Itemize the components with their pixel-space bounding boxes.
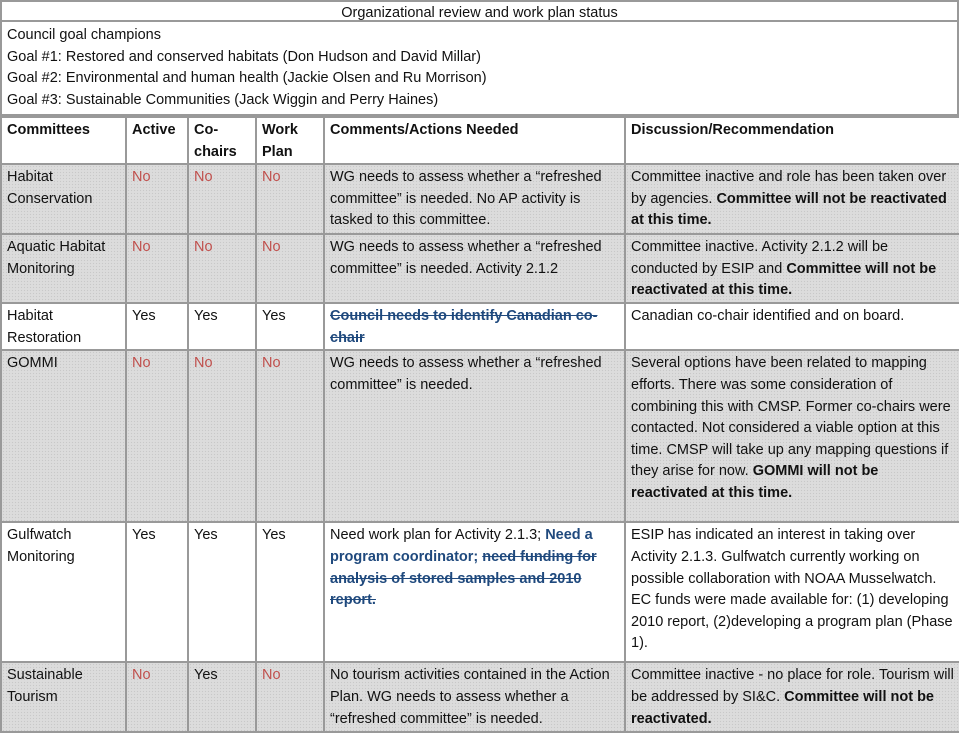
table-row <box>1 234 959 303</box>
comments-text-segment: Need work plan for Activity 2.1.3; <box>330 527 546 544</box>
cell-committee: Habitat Conservation <box>1 164 126 234</box>
cell-cochairs: No <box>188 234 256 303</box>
cell-workplan: No <box>256 234 324 303</box>
discussion-text-segment: Several options have been related to mapping efforts. There was some consideration of combining this with CMSP. Former co-chairs were contacted. Not considered a viable option at this time. CMSP will take up any mapping questions if they arise for now. <box>631 355 951 480</box>
header-row <box>1 117 959 164</box>
discussion-text-segment: Committee inactive - no place for role. Tourism will be addressed by SI&C. <box>631 667 954 705</box>
cell-active: No <box>126 164 188 234</box>
goal-2: Goal #2: Environmental and human health (Jackie Olsen and Ru Morrison) <box>7 70 487 87</box>
header-cochairs: Co-chairs <box>188 117 256 164</box>
header-work-plan: Work Plan <box>256 117 324 164</box>
comments-text-segment: WG needs to assess whether a “refreshed committee” is needed. No AP activity is tasked to this committee. <box>330 169 602 229</box>
cell-active: No <box>126 662 188 732</box>
header-discussion: Discussion/Recommendation <box>625 117 959 164</box>
discussion-text-segment: Canadian co-chair identified and on board. <box>631 308 905 325</box>
cell-workplan: No <box>256 662 324 732</box>
committee-status-table <box>0 116 959 733</box>
header-comments: Comments/Actions Needed <box>324 117 625 164</box>
cell-cochairs: Yes <box>188 303 256 350</box>
comments-text-segment: WG needs to assess whether a “refreshed committee” is needed. <box>330 355 602 393</box>
council-goal-champions <box>0 22 959 116</box>
cell-active: Yes <box>126 303 188 350</box>
cell-cochairs: Yes <box>188 522 256 662</box>
discussion-text-segment: Committee inactive and role has been taken over by agencies. <box>631 169 947 207</box>
comments-text-segment: WG needs to assess whether a “refreshed committee” is needed. Activity 2.1.2 <box>330 239 602 277</box>
document-title: Organizational review and work plan status <box>0 0 959 22</box>
cell-cochairs: Yes <box>188 662 256 732</box>
cell-cochairs: No <box>188 164 256 234</box>
cell-discussion <box>625 522 959 662</box>
table-row <box>1 303 959 350</box>
table-row <box>1 662 959 732</box>
cell-discussion <box>625 234 959 303</box>
table-row <box>1 522 959 662</box>
discussion-text-segment: ESIP has indicated an interest in taking over Activity 2.1.3. Gulfwatch currently working on possible collaboration with NOAA Musselwatch. EC funds were made available for: (1) developing 2010 report, (2)developing a program plan (Phase 1). <box>631 527 953 652</box>
comments-text-segment: No tourism activities contained in the Action Plan. WG needs to assess whether a “refreshed committee” is needed. <box>330 667 610 727</box>
cell-committee: Gulfwatch Monitoring <box>1 522 126 662</box>
cell-active: Yes <box>126 522 188 662</box>
goal-3: Goal #3: Sustainable Communities (Jack Wiggin and Perry Haines) <box>7 92 439 109</box>
header-active: Active <box>126 117 188 164</box>
cell-committee: GOMMI <box>1 350 126 522</box>
cell-active: No <box>126 234 188 303</box>
cell-discussion <box>625 350 959 522</box>
cell-discussion <box>625 303 959 350</box>
table-row <box>1 164 959 234</box>
cell-comments <box>324 234 625 303</box>
cell-workplan: Yes <box>256 303 324 350</box>
cell-workplan: No <box>256 350 324 522</box>
cell-committee: Habitat Restoration <box>1 303 126 350</box>
cell-discussion <box>625 164 959 234</box>
cell-workplan: Yes <box>256 522 324 662</box>
discussion-text-segment: GOMMI will not be reactivated at this time. <box>631 463 879 501</box>
discussion-text-segment: Committee will not be reactivated at this time. <box>631 190 947 229</box>
table-row <box>1 350 959 522</box>
discussion-text-segment: Committee will not be reactivated at this time. <box>631 260 937 299</box>
discussion-text-segment: Committee inactive. Activity 2.1.2 will be conducted by ESIP and <box>631 239 889 277</box>
cell-committee: Aquatic Habitat Monitoring <box>1 234 126 303</box>
goal-1: Goal #1: Restored and conserved habitats (Don Hudson and David Millar) <box>7 48 481 65</box>
cell-comments <box>324 164 625 234</box>
champions-heading: Council goal champions <box>7 27 161 43</box>
cell-active: No <box>126 350 188 522</box>
comments-text-segment: Need a program coordinator; <box>330 527 593 565</box>
discussion-text-segment: Committee will not be reactivated. <box>631 688 934 727</box>
cell-cochairs: No <box>188 350 256 522</box>
comments-text-segment: Council needs to identify Canadian co-chair <box>330 308 598 346</box>
cell-comments <box>324 350 625 522</box>
cell-committee: Sustainable Tourism <box>1 662 126 732</box>
cell-comments <box>324 522 625 662</box>
comments-text-segment: need funding for analysis of stored samples and 2010 report. <box>330 548 597 609</box>
header-committees: Committees <box>1 117 126 164</box>
cell-workplan: No <box>256 164 324 234</box>
cell-discussion <box>625 662 959 732</box>
cell-comments <box>324 303 625 350</box>
cell-comments <box>324 662 625 732</box>
